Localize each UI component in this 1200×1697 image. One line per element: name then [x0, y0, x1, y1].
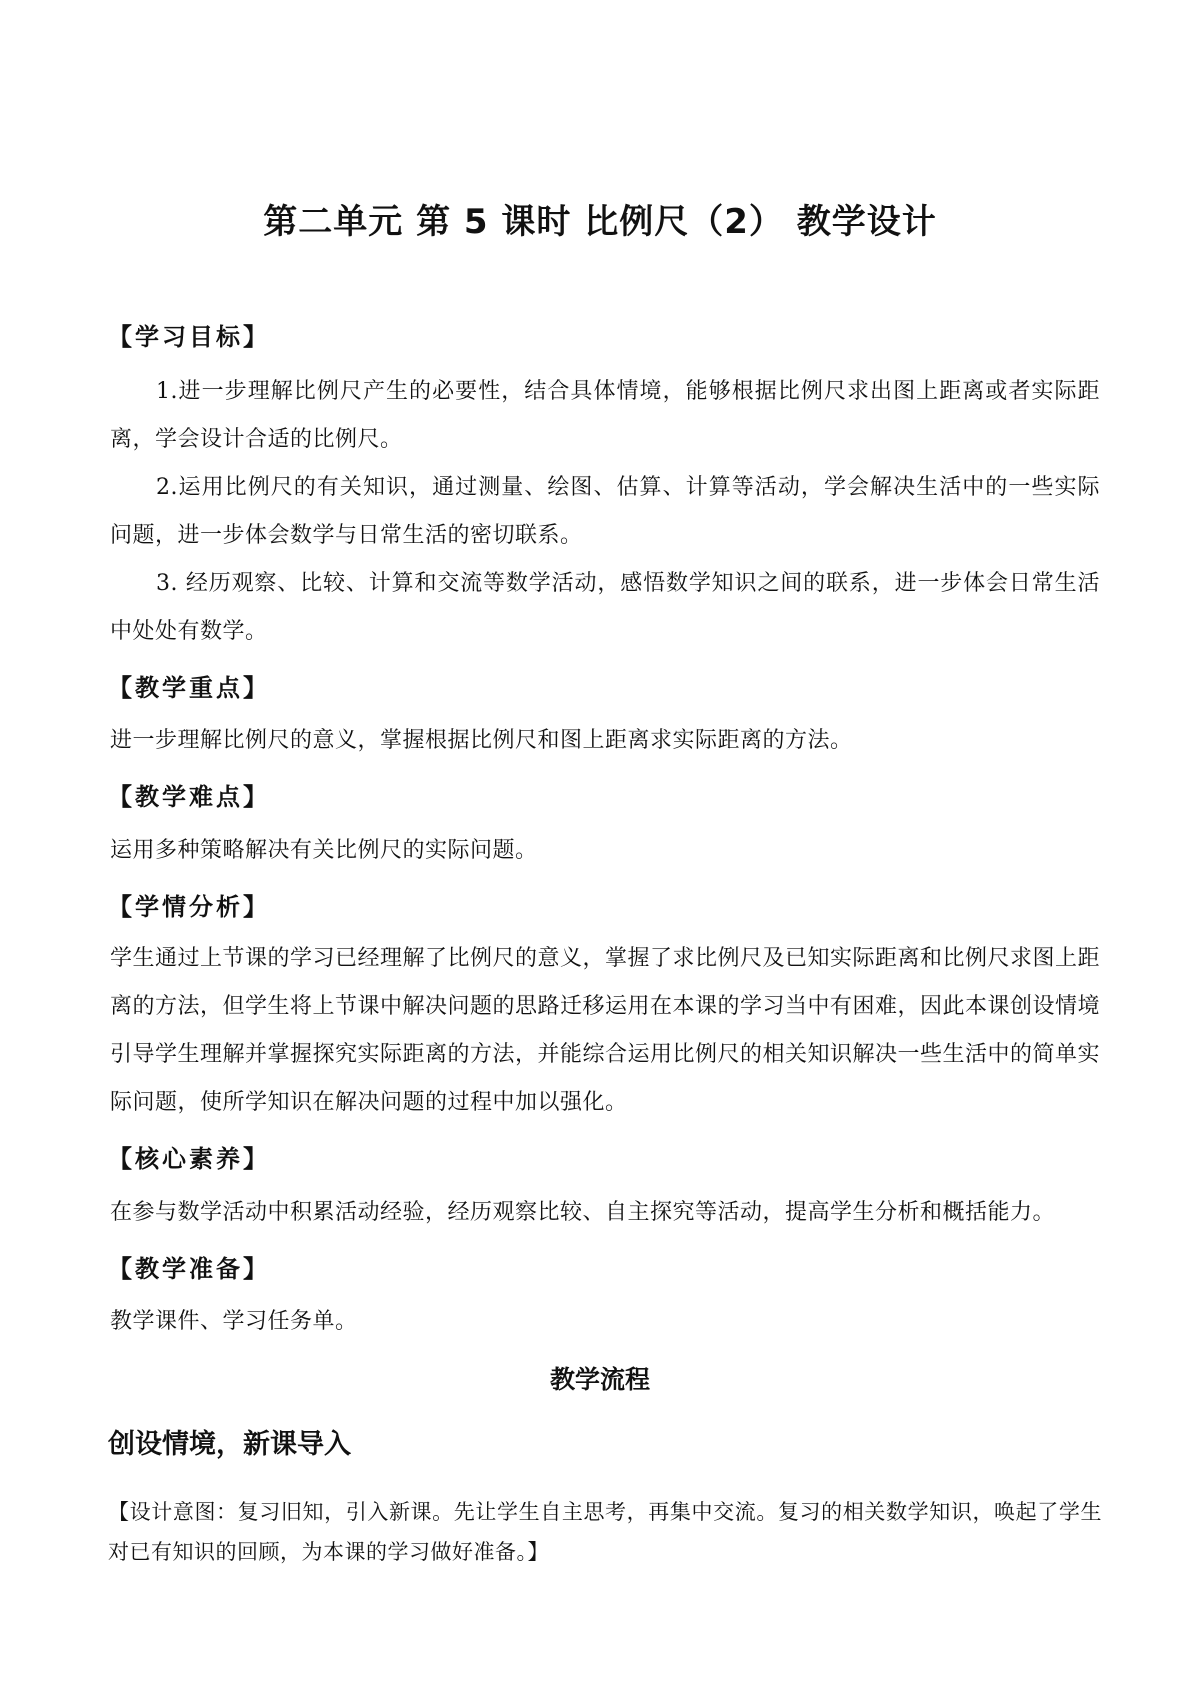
key-points-text: 进一步理解比例尺的意义，掌握根据比例尺和图上距离求实际距离的方法。: [110, 728, 853, 753]
document-title: 第二单元 第 5 课时 比例尺（2） 教学设计: [263, 202, 937, 242]
design-intent-note: 【设计意图：复习旧知，引入新课。先让学生自主思考，再集中交流。复习的相关数学知识，唤起了学生对已有知识的回顾，为本课的学习做好准备。】: [108, 1500, 1102, 1564]
teaching-flow-title: 教学流程: [549, 1365, 650, 1394]
heading-difficulties: 【教学难点】: [108, 783, 270, 811]
objective-item-2: 2.运用比例尺的有关知识，通过测量、绘图、估算、计算等活动，学会解决生活中的一些实际问题，进一步体会数学与日常生活的密切联系。: [110, 475, 1100, 548]
objective-item-1: 1.进一步理解比例尺产生的必要性，结合具体情境，能够根据比例尺求出图上距离或者实际距离，学会设计合适的比例尺。: [110, 379, 1100, 452]
heading-objectives: 【学习目标】: [108, 323, 270, 351]
literacy-text: 在参与数学活动中积累活动经验，经历观察比较、自主探究等活动，提高学生分析和概括能力。: [110, 1200, 1056, 1225]
analysis-text: 学生通过上节课的学习已经理解了比例尺的意义，掌握了求比例尺及已知实际距离和比例尺求图上距离的方法，但学生将上节课中解决问题的思路迁移运用在本课的学习当中有困难，因此本课创设情境引导学生理解并掌握探究实际距离的方法，并能综合运用比例尺的相关知识解决一些生活中的简单实际问题，使所学知识在解决问题的过程中加以强化。: [110, 946, 1101, 1115]
flow-step-1-heading: 创设情境，新课导入: [108, 1429, 351, 1460]
heading-analysis: 【学情分析】: [108, 893, 270, 921]
heading-preparation: 【教学准备】: [108, 1255, 270, 1283]
objective-item-3: 3. 经历观察、比较、计算和交流等数学活动，感悟数学知识之间的联系，进一步体会日常生活中处处有数学。: [110, 571, 1100, 644]
heading-key-points: 【教学重点】: [108, 674, 270, 702]
difficulties-text: 运用多种策略解决有关比例尺的实际问题。: [110, 838, 538, 863]
preparation-text: 教学课件、学习任务单。: [110, 1309, 358, 1334]
heading-literacy: 【核心素养】: [108, 1145, 270, 1173]
